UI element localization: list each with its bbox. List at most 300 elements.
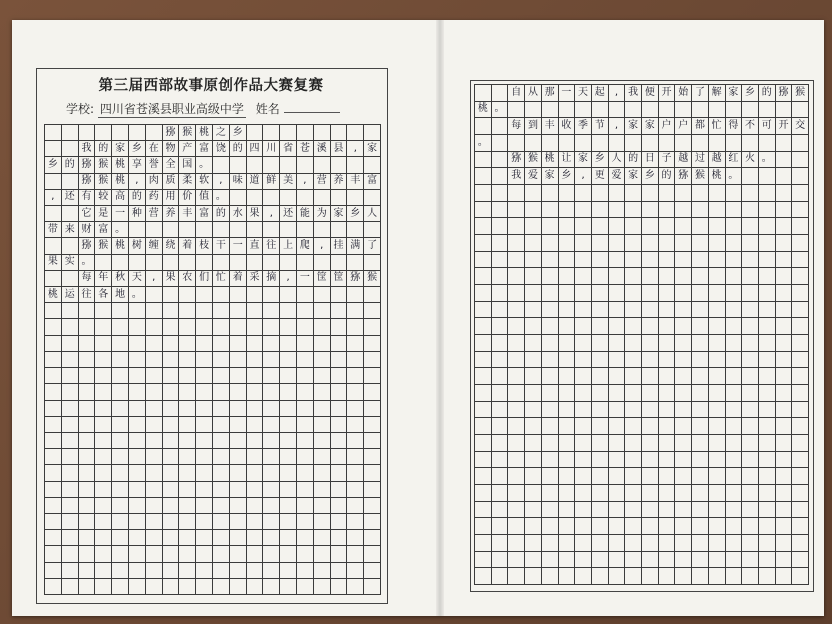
grid-cell: 过	[692, 152, 709, 169]
grid-cell	[129, 319, 146, 335]
grid-cell	[297, 125, 314, 141]
grid-cell	[659, 402, 676, 419]
grid-cell: 桃	[475, 102, 492, 119]
grid-cell	[525, 235, 542, 252]
grid-cell	[45, 498, 62, 514]
grid-cell	[146, 352, 163, 368]
grid-cell	[347, 255, 364, 271]
grid-cell	[364, 417, 381, 433]
grid-cell	[742, 402, 759, 419]
grid-cell	[759, 285, 776, 302]
grid-cell	[347, 433, 364, 449]
grid-cell: 享	[129, 157, 146, 173]
grid-cell	[575, 352, 592, 369]
grid-cell	[709, 468, 726, 485]
grid-cell	[776, 485, 793, 502]
grid-cell	[146, 336, 163, 352]
grid-cell	[726, 202, 743, 219]
grid-cell	[609, 568, 626, 585]
grid-cell	[347, 287, 364, 303]
grid-cell	[230, 498, 247, 514]
grid-cell	[575, 518, 592, 535]
grid-cell: 年	[95, 271, 112, 287]
grid-cell: 爬	[297, 238, 314, 254]
grid-cell	[675, 352, 692, 369]
grid-cell	[559, 535, 576, 552]
grid-cell	[196, 417, 213, 433]
grid-cell	[559, 268, 576, 285]
grid-cell: 往	[79, 287, 96, 303]
grid-cell	[759, 202, 776, 219]
grid-cell	[129, 579, 146, 595]
grid-cell	[542, 352, 559, 369]
grid-cell	[280, 287, 297, 303]
grid-cell	[792, 552, 809, 569]
student-name	[284, 112, 340, 113]
grid-cell	[742, 535, 759, 552]
grid-cell	[347, 384, 364, 400]
grid-cell	[475, 352, 492, 369]
grid-cell	[759, 185, 776, 202]
grid-cell	[347, 190, 364, 206]
grid-cell	[62, 498, 79, 514]
grid-cell	[213, 287, 230, 303]
grid-cell	[642, 368, 659, 385]
grid-cell: 家	[625, 168, 642, 185]
grid-cell	[230, 563, 247, 579]
grid-cell	[179, 449, 196, 465]
grid-cell	[331, 352, 348, 368]
grid-cell	[314, 368, 331, 384]
grid-cell	[263, 530, 280, 546]
grid-cell	[542, 418, 559, 435]
grid-cell	[742, 368, 759, 385]
grid-cell	[129, 546, 146, 562]
grid-cell	[525, 485, 542, 502]
grid-cell	[575, 368, 592, 385]
grid-cell	[213, 449, 230, 465]
grid-cell	[263, 319, 280, 335]
grid-cell	[508, 252, 525, 269]
grid-cell	[609, 502, 626, 519]
grid-cell	[213, 401, 230, 417]
grid-cell	[742, 202, 759, 219]
grid-cell: 价	[179, 190, 196, 206]
grid-cell	[95, 465, 112, 481]
grid-cell: 全	[163, 157, 180, 173]
grid-cell	[230, 157, 247, 173]
grid-cell	[247, 563, 264, 579]
grid-cell	[129, 336, 146, 352]
grid-cell	[62, 384, 79, 400]
grid-cell	[314, 352, 331, 368]
grid-cell	[179, 287, 196, 303]
grid-cell	[759, 235, 776, 252]
grid-cell	[196, 433, 213, 449]
grid-cell	[592, 185, 609, 202]
grid-cell: 始	[675, 85, 692, 102]
grid-cell: 猴	[525, 152, 542, 169]
grid-cell	[592, 335, 609, 352]
grid-cell: 到	[525, 118, 542, 135]
grid-cell	[163, 482, 180, 498]
grid-cell	[331, 336, 348, 352]
grid-cell	[146, 498, 163, 514]
grid-cell	[347, 498, 364, 514]
grid-cell	[213, 465, 230, 481]
grid-cell	[542, 402, 559, 419]
grid-cell	[364, 222, 381, 238]
grid-cell	[314, 384, 331, 400]
grid-cell	[742, 352, 759, 369]
grid-cell	[263, 190, 280, 206]
grid-cell	[675, 202, 692, 219]
grid-cell	[163, 222, 180, 238]
grid-cell	[508, 468, 525, 485]
grid-cell: 猕	[508, 152, 525, 169]
grid-cell	[62, 303, 79, 319]
grid-cell	[347, 465, 364, 481]
grid-cell	[112, 465, 129, 481]
grid-cell	[230, 530, 247, 546]
grid-cell: 乡	[129, 141, 146, 157]
grid-cell	[297, 368, 314, 384]
grid-cell: 值	[196, 190, 213, 206]
grid-cell	[642, 202, 659, 219]
grid-cell: 的	[95, 141, 112, 157]
grid-cell	[129, 514, 146, 530]
grid-cell	[692, 485, 709, 502]
grid-cell	[492, 268, 509, 285]
grid-cell	[726, 368, 743, 385]
grid-cell: 直	[247, 238, 264, 254]
grid-cell	[726, 535, 743, 552]
grid-cell	[364, 514, 381, 530]
grid-cell: 猕	[79, 238, 96, 254]
grid-cell	[314, 255, 331, 271]
grid-cell: 越	[709, 152, 726, 169]
grid-cell	[230, 449, 247, 465]
grid-cell: 乡	[592, 152, 609, 169]
grid-cell	[726, 352, 743, 369]
grid-cell	[776, 218, 793, 235]
grid-cell	[675, 335, 692, 352]
grid-cell	[776, 135, 793, 152]
grid-cell	[675, 552, 692, 569]
grid-cell	[129, 255, 146, 271]
grid-cell	[263, 125, 280, 141]
grid-cell	[642, 335, 659, 352]
grid-cell	[542, 502, 559, 519]
grid-cell	[263, 384, 280, 400]
grid-cell	[331, 514, 348, 530]
grid-cell	[742, 518, 759, 535]
grid-cell	[112, 579, 129, 595]
grid-cell	[247, 449, 264, 465]
grid-cell	[62, 174, 79, 190]
grid-cell	[297, 482, 314, 498]
grid-cell	[525, 368, 542, 385]
grid-cell	[592, 268, 609, 285]
grid-cell	[776, 235, 793, 252]
grid-cell	[776, 385, 793, 402]
grid-cell	[659, 335, 676, 352]
grid-cell	[542, 552, 559, 569]
grid-cell	[347, 563, 364, 579]
grid-cell: 丰	[179, 206, 196, 222]
grid-cell	[297, 433, 314, 449]
grid-cell	[247, 579, 264, 595]
grid-cell	[163, 401, 180, 417]
grid-cell	[112, 563, 129, 579]
grid-cell: 了	[692, 85, 709, 102]
grid-cell	[347, 319, 364, 335]
grid-cell	[759, 368, 776, 385]
grid-cell: 四	[247, 141, 264, 157]
grid-cell	[146, 222, 163, 238]
grid-cell	[79, 579, 96, 595]
grid-cell	[364, 530, 381, 546]
grid-cell	[95, 579, 112, 595]
grid-cell	[559, 502, 576, 519]
grid-cell	[559, 285, 576, 302]
grid-cell	[297, 336, 314, 352]
grid-cell	[776, 402, 793, 419]
grid-cell	[508, 102, 525, 119]
grid-cell	[625, 452, 642, 469]
grid-cell	[179, 579, 196, 595]
grid-cell: 猴	[95, 174, 112, 190]
grid-cell	[179, 255, 196, 271]
grid-cell	[792, 135, 809, 152]
grid-cell	[263, 546, 280, 562]
grid-cell	[625, 535, 642, 552]
grid-cell	[575, 568, 592, 585]
grid-cell	[609, 268, 626, 285]
grid-cell: 较	[95, 190, 112, 206]
grid-cell	[79, 384, 96, 400]
grid-cell	[508, 218, 525, 235]
grid-cell	[792, 535, 809, 552]
grid-cell	[364, 498, 381, 514]
grid-cell	[625, 302, 642, 319]
grid-cell	[525, 535, 542, 552]
grid-cell	[163, 384, 180, 400]
grid-cell	[112, 449, 129, 465]
grid-cell	[742, 168, 759, 185]
grid-cell: ,	[314, 238, 331, 254]
grid-cell	[642, 535, 659, 552]
grid-cell	[575, 185, 592, 202]
grid-cell	[559, 402, 576, 419]
grid-cell	[247, 336, 264, 352]
grid-cell: 猕	[79, 174, 96, 190]
grid-cell	[742, 485, 759, 502]
grid-cell	[112, 482, 129, 498]
grid-cell	[525, 502, 542, 519]
grid-cell	[776, 168, 793, 185]
grid-cell	[508, 318, 525, 335]
grid-cell	[575, 385, 592, 402]
grid-cell	[659, 502, 676, 519]
grid-cell	[280, 433, 297, 449]
grid-cell: 户	[659, 118, 676, 135]
grid-cell	[609, 552, 626, 569]
grid-cell	[62, 125, 79, 141]
grid-cell: 家	[112, 141, 129, 157]
grid-cell	[625, 352, 642, 369]
grid-cell	[347, 579, 364, 595]
grid-cell	[331, 384, 348, 400]
grid-cell	[575, 218, 592, 235]
grid-cell	[247, 530, 264, 546]
grid-cell	[525, 202, 542, 219]
grid-cell	[508, 268, 525, 285]
grid-cell	[726, 218, 743, 235]
grid-cell	[475, 318, 492, 335]
grid-cell	[62, 546, 79, 562]
grid-cell	[146, 514, 163, 530]
grid-cell: ,	[347, 141, 364, 157]
grid-cell	[247, 222, 264, 238]
grid-cell	[297, 465, 314, 481]
grid-cell: 子	[659, 152, 676, 169]
grid-cell: 交	[792, 118, 809, 135]
grid-cell	[592, 485, 609, 502]
grid-cell: 人	[609, 152, 626, 169]
grid-cell	[759, 168, 776, 185]
grid-cell: 人	[364, 206, 381, 222]
grid-cell	[230, 579, 247, 595]
grid-cell	[280, 546, 297, 562]
grid-cell	[280, 482, 297, 498]
grid-cell	[625, 135, 642, 152]
grid-cell	[492, 435, 509, 452]
grid-cell	[213, 352, 230, 368]
grid-cell	[129, 401, 146, 417]
grid-cell: 一	[112, 206, 129, 222]
grid-cell: 乡	[559, 168, 576, 185]
grid-cell: 秋	[112, 271, 129, 287]
grid-cell	[659, 252, 676, 269]
grid-cell	[247, 546, 264, 562]
grid-cell	[659, 435, 676, 452]
grid-cell	[196, 401, 213, 417]
grid-cell	[508, 135, 525, 152]
grid-cell: 我	[625, 85, 642, 102]
grid-cell	[314, 482, 331, 498]
grid-cell	[659, 368, 676, 385]
grid-cell	[592, 502, 609, 519]
grid-cell	[692, 202, 709, 219]
grid-cell	[475, 518, 492, 535]
grid-cell	[508, 285, 525, 302]
grid-cell	[525, 402, 542, 419]
grid-cell	[726, 485, 743, 502]
grid-cell	[742, 335, 759, 352]
grid-cell	[692, 435, 709, 452]
grid-cell	[314, 563, 331, 579]
grid-cell	[45, 482, 62, 498]
grid-cell	[364, 303, 381, 319]
grid-cell	[508, 235, 525, 252]
grid-cell	[675, 268, 692, 285]
grid-cell	[163, 417, 180, 433]
grid-cell	[692, 502, 709, 519]
grid-cell	[331, 190, 348, 206]
grid-cell	[675, 285, 692, 302]
grid-cell	[692, 218, 709, 235]
grid-cell	[542, 568, 559, 585]
grid-cell	[213, 417, 230, 433]
grid-cell: 软	[196, 174, 213, 190]
grid-cell	[625, 518, 642, 535]
grid-cell	[675, 218, 692, 235]
grid-cell	[609, 468, 626, 485]
grid-cell: 桃	[112, 238, 129, 254]
grid-cell: 的	[230, 141, 247, 157]
grid-cell	[559, 385, 576, 402]
grid-cell: 。	[726, 168, 743, 185]
grid-cell	[213, 433, 230, 449]
grid-cell	[129, 482, 146, 498]
grid-cell	[347, 482, 364, 498]
grid-cell	[709, 402, 726, 419]
grid-cell	[213, 255, 230, 271]
grid-cell	[659, 218, 676, 235]
grid-cell	[625, 418, 642, 435]
grid-cell	[146, 433, 163, 449]
grid-cell	[112, 417, 129, 433]
grid-cell: 乡	[347, 206, 364, 222]
grid-cell	[280, 352, 297, 368]
grid-cell	[247, 368, 264, 384]
grid-cell	[642, 518, 659, 535]
grid-cell	[742, 318, 759, 335]
grid-cell	[129, 125, 146, 141]
grid-cell: 一	[230, 238, 247, 254]
grid-cell: 的	[129, 190, 146, 206]
grid-cell	[675, 468, 692, 485]
grid-cell	[146, 401, 163, 417]
grid-cell: 桃	[45, 287, 62, 303]
grid-cell: 枝	[196, 238, 213, 254]
grid-cell	[112, 125, 129, 141]
grid-cell	[364, 579, 381, 595]
grid-cell	[95, 401, 112, 417]
grid-cell	[146, 368, 163, 384]
grid-cell: 天	[575, 85, 592, 102]
grid-cell: 干	[213, 238, 230, 254]
grid-cell	[542, 185, 559, 202]
grid-cell	[709, 285, 726, 302]
grid-cell	[45, 563, 62, 579]
grid-cell	[742, 235, 759, 252]
grid-cell	[508, 335, 525, 352]
grid-cell	[625, 185, 642, 202]
grid-cell	[247, 352, 264, 368]
grid-cell: 。	[129, 287, 146, 303]
grid-cell: 为	[314, 206, 331, 222]
grid-cell: 猕	[776, 85, 793, 102]
grid-cell	[129, 303, 146, 319]
grid-cell: 省	[280, 141, 297, 157]
grid-cell	[146, 579, 163, 595]
grid-cell	[314, 514, 331, 530]
grid-cell	[179, 303, 196, 319]
grid-cell	[213, 319, 230, 335]
grid-cell	[45, 271, 62, 287]
